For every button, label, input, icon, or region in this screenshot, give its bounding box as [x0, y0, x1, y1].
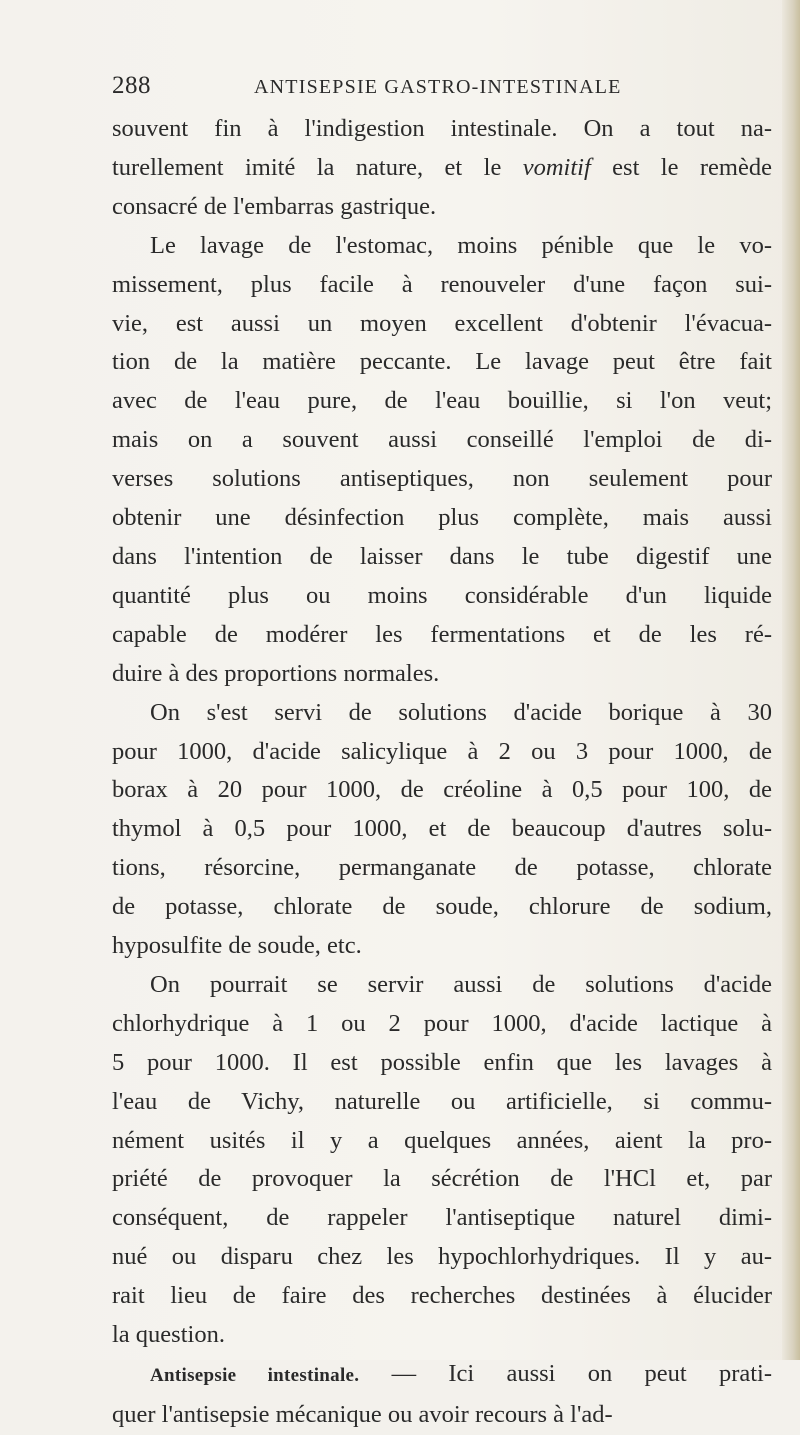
text-line [112, 227, 772, 266]
text-line [112, 305, 772, 344]
line-text: rait lieu de faire des recherches destinées à élucider [112, 1282, 772, 1310]
text-line [112, 1044, 772, 1083]
text-line [112, 694, 772, 733]
line-text: missement, plus facile à renouveler d'une façon sui- [112, 270, 772, 298]
line-text: tion de la matière peccante. Le lavage peut être fait [112, 348, 772, 376]
line-text: chlorhydrique à 1 ou 2 pour 1000, d'acide lactique à [112, 1009, 772, 1037]
body-text [112, 110, 772, 1435]
italic-term: vomitif [522, 153, 591, 181]
text-line [112, 771, 772, 810]
text-line [112, 382, 772, 421]
line-text: l'eau de Vichy, naturelle ou artificielle, si commu- [112, 1087, 772, 1115]
text-line [112, 1160, 772, 1199]
text-line [112, 149, 772, 188]
line-text: borax à 20 pour 1000, de créoline à 0,5 pour 100, de [112, 776, 772, 804]
text-line [112, 1396, 772, 1435]
line-text: thymol à 0,5 pour 1000, et de beaucoup d'autres solu- [112, 815, 772, 843]
text-line [112, 1355, 772, 1396]
text-line [112, 1199, 772, 1238]
text-line [112, 1083, 772, 1122]
line-text: de potasse, chlorate de soude, chlorure de sodium, [112, 893, 772, 921]
line-text: 5 pour 1000. Il est possible enfin que les lavages à [112, 1048, 772, 1076]
text-line [112, 1277, 772, 1316]
text-line [112, 810, 772, 849]
line-text: capable de modérer les fermentations et de les ré- [112, 620, 772, 648]
line-text: consacré de l'embarras gastrique. [112, 192, 437, 220]
text-line [112, 1316, 772, 1355]
page-header [112, 72, 732, 102]
line-text: tions, résorcine, permanganate de potasse, chlorate [112, 854, 772, 882]
text-line [112, 616, 772, 655]
line-text: quantité plus ou moins considérable d'un liquide [112, 581, 772, 609]
line-text: — Ici aussi on peut prati- [359, 1360, 772, 1387]
text-line [112, 110, 772, 149]
line-text: nément usités il y a quelques années, aient la pro- [112, 1126, 772, 1154]
line-text: dans l'intention de laisser dans le tube digestif une [112, 542, 772, 570]
text-line [112, 538, 772, 577]
text-line [112, 343, 772, 382]
line-text: priété de provoquer la sécrétion de l'HCl et, par [112, 1165, 772, 1193]
text-line [112, 421, 772, 460]
line-text: est le remède [590, 153, 772, 181]
line-text: souvent fin à l'indigestion intestinale. On a tout na- [112, 115, 772, 142]
section-heading: Antisepsie intestinale. [150, 1365, 360, 1386]
text-line [112, 966, 772, 1005]
page-number: 288 [112, 72, 151, 99]
text-line [112, 1122, 772, 1161]
line-text: pour 1000, d'acide salicylique à 2 ou 3 pour 1000, de [112, 737, 772, 765]
running-head: ANTISEPSIE GASTRO-INTESTINALE [254, 76, 622, 98]
text-line [112, 733, 772, 772]
text-line [112, 460, 772, 499]
line-text: On pourrait se servir aussi de solutions d'acide [150, 970, 772, 998]
line-text: la question. [112, 1321, 225, 1349]
text-line [112, 927, 772, 966]
line-text: mais on a souvent aussi conseillé l'emploi de di- [112, 426, 772, 454]
line-text: conséquent, de rappeler l'antiseptique naturel dimi- [112, 1204, 772, 1232]
line-text: hyposulfite de soude, etc. [112, 932, 362, 960]
text-line [112, 1238, 772, 1277]
page-edge [782, 0, 800, 1360]
line-text: avec de l'eau pure, de l'eau bouillie, si l'on veut; [112, 387, 772, 415]
text-line [112, 849, 772, 888]
line-text: duire à des proportions normales. [112, 659, 440, 687]
line-text: On s'est servi de solutions d'acide borique à 30 [150, 698, 772, 726]
line-text: verses solutions antiseptiques, non seulement pour [112, 465, 772, 493]
line-text: obtenir une désinfection plus complète, mais aussi [112, 504, 772, 532]
line-text: vie, est aussi un moyen excellent d'obtenir l'évacua- [112, 309, 772, 337]
text-line [112, 655, 772, 694]
text-line [112, 1005, 772, 1044]
text-line [112, 266, 772, 305]
text-line [112, 577, 772, 616]
text-line [112, 499, 772, 538]
text-line [112, 888, 772, 927]
line-text: Le lavage de l'estomac, moins pénible que le vo- [150, 231, 772, 259]
line-text: quer l'antisepsie mécanique ou avoir recours à l'ad- [112, 1400, 613, 1428]
text-line [112, 188, 772, 227]
line-text: nué ou disparu chez les hypochlorhydriques. Il y au- [112, 1243, 772, 1271]
line-text: turellement imité la nature, et le [112, 153, 523, 181]
